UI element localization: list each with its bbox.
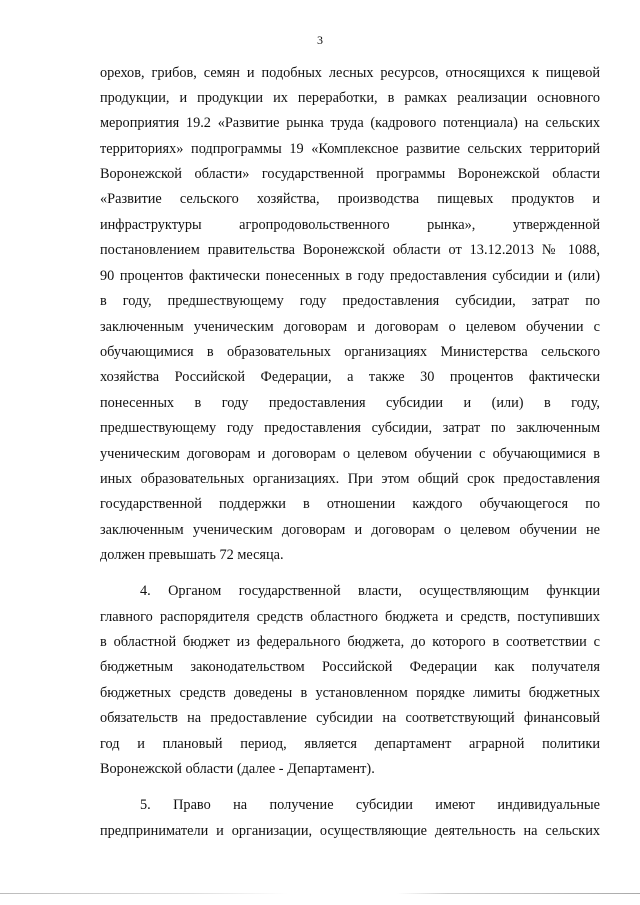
text-line: 90 процентов фактически понесенных в году предоставления субсидии и (или)	[100, 268, 600, 284]
paragraph-4-first-line: 4. Органом государственной власти, осуществляющим функции	[140, 583, 600, 599]
text-line: хозяйства Российской Федерации, а также 30 процентов фактически	[100, 369, 600, 385]
text-line: обучающимися в образовательных организациях Министерства сельского	[100, 344, 600, 360]
scan-edge-divider	[0, 893, 640, 894]
text-line: Воронежской области» государственной программы Воронежской области	[100, 166, 600, 182]
text-line: заключенным ученическим договорам и договорам о целевом обучении с	[100, 319, 600, 335]
paragraph-5-first-line: 5. Право на получение субсидии имеют индивидуальные	[140, 797, 600, 813]
text-line: постановлением правительства Воронежской области от 13.12.2013 № 1088,	[100, 242, 600, 258]
text-line: обязательств на предоставление субсидии на соответствующий финансовый	[100, 710, 600, 726]
text-line: орехов, грибов, семян и подобных лесных ресурсов, относящихся к пищевой	[100, 65, 600, 81]
text-line: в областной бюджет из федерального бюджета, до которого в соответствии с	[100, 634, 600, 650]
text-line: должен превышать 72 месяца.	[100, 547, 284, 563]
text-line: заключенным ученическим договорам и договорам о целевом обучении не	[100, 522, 600, 538]
text-line: мероприятия 19.2 «Развитие рынка труда (кадрового потенциала) на сельских	[100, 115, 600, 131]
text-line: бюджетных средств доведены в установленном порядке лимиты бюджетных	[100, 685, 600, 701]
text-line: предприниматели и организации, осуществляющие деятельность на сельских	[100, 823, 600, 839]
text-line: год и плановый период, является департамент аграрной политики	[100, 736, 600, 752]
text-line: территориях» подпрограммы 19 «Комплексное развитие сельских территорий	[100, 141, 600, 157]
text-line: предшествующему году предоставления субсидии, затрат по заключенным	[100, 420, 600, 436]
text-line: инфраструктуры агропродовольственного рынка», утвержденной	[100, 217, 600, 233]
text-line: ученическим договорам и договорам о целевом обучении с обучающимися в	[100, 446, 600, 462]
text-line: главного распорядителя средств областного бюджета и средств, поступивших	[100, 609, 600, 625]
text-line: иных образовательных организациях. При этом общий срок предоставления	[100, 471, 600, 487]
text-line: Воронежской области (далее - Департамент).	[100, 761, 375, 777]
text-line: продукции, и продукции их переработки, в рамках реализации основного	[100, 90, 600, 106]
text-line: в году, предшествующему году предоставления субсидии, затрат по	[100, 293, 600, 309]
text-line: бюджетным законодательством Российской Федерации как получателя	[100, 659, 600, 675]
page-number: 3	[317, 33, 323, 47]
text-line: «Развитие сельского хозяйства, производства пищевых продуктов и	[100, 191, 600, 207]
text-line: государственной поддержки в отношении каждого обучающегося по	[100, 496, 600, 512]
text-line: понесенных в году предоставления субсидии и (или) в году,	[100, 395, 600, 411]
